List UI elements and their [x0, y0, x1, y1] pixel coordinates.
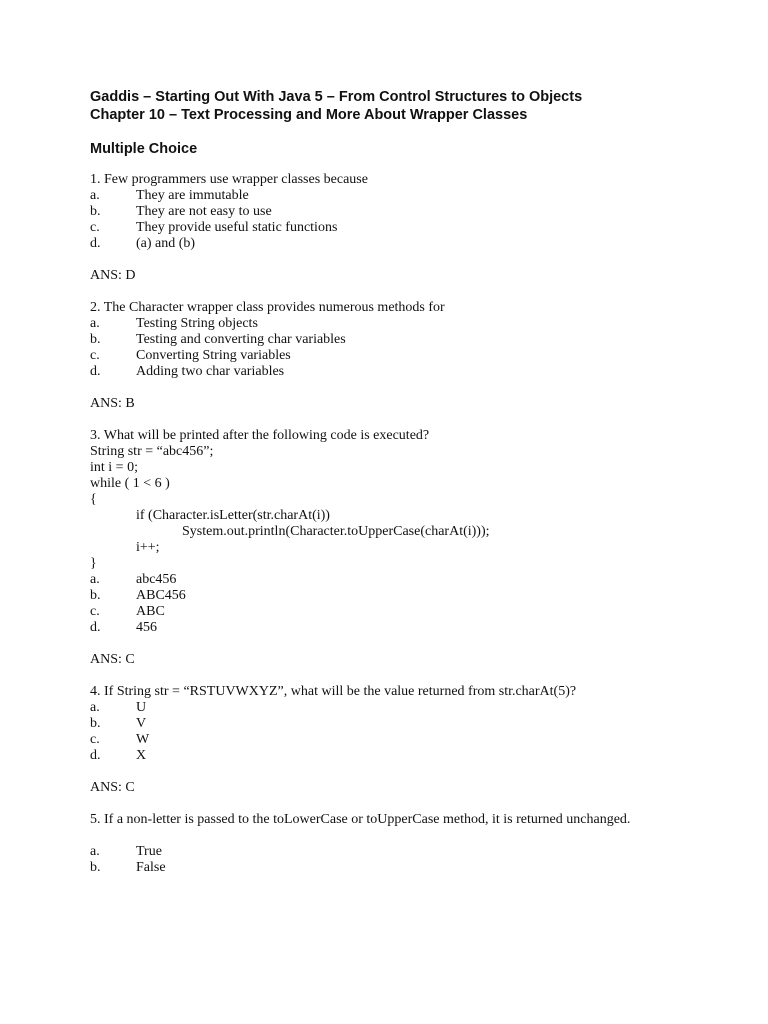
- option-text: X: [136, 748, 147, 763]
- question-3: [90, 428, 730, 668]
- option-a: [90, 700, 730, 716]
- code-snippet: [90, 444, 730, 572]
- option-letter: d.: [90, 364, 101, 379]
- answer-key: ANS: C: [90, 652, 135, 667]
- option-text: Testing and converting char variables: [136, 332, 346, 347]
- option-b: [90, 588, 730, 604]
- document-title: Gaddis – Starting Out With Java 5 – From Control Structures to Objects: [90, 89, 583, 105]
- option-c: [90, 220, 730, 236]
- option-text: abc456: [136, 572, 177, 587]
- option-letter: b.: [90, 716, 101, 731]
- option-letter: b.: [90, 860, 101, 875]
- code-line: }: [90, 556, 97, 571]
- option-letter: a.: [90, 188, 100, 203]
- option-letter: c.: [90, 604, 100, 619]
- option-d: [90, 364, 730, 380]
- chapter-title: Chapter 10 – Text Processing and More About Wrapper Classes: [90, 107, 528, 123]
- question-2: [90, 300, 730, 412]
- code-line: {: [90, 492, 97, 507]
- option-c: [90, 732, 730, 748]
- option-text: ABC456: [136, 588, 186, 603]
- code-line: while ( 1 < 6 ): [90, 476, 170, 491]
- answer-key: ANS: D: [90, 268, 136, 283]
- option-b: [90, 860, 730, 876]
- option-letter: b.: [90, 332, 101, 347]
- option-letter: a.: [90, 572, 100, 587]
- option-b: [90, 332, 730, 348]
- option-d: [90, 236, 730, 252]
- code-line: String str = “abc456”;: [90, 444, 214, 459]
- question-stem: 3. What will be printed after the following code is executed?: [90, 428, 430, 443]
- option-text: W: [136, 732, 150, 747]
- option-c: [90, 604, 730, 620]
- option-text: ABC: [136, 604, 165, 619]
- code-line: int i = 0;: [90, 460, 138, 475]
- option-text: (a) and (b): [136, 236, 196, 251]
- option-text: Adding two char variables: [136, 364, 285, 379]
- code-line: System.out.println(Character.toUpperCase(charAt(i)));: [182, 524, 490, 539]
- option-letter: d.: [90, 236, 101, 251]
- question-stem: 5. If a non-letter is passed to the toLowerCase or toUpperCase method, it is returned unchanged.: [90, 812, 631, 827]
- option-b: [90, 716, 730, 732]
- option-letter: c.: [90, 220, 100, 235]
- option-letter: c.: [90, 348, 100, 363]
- spacer: [90, 828, 730, 844]
- question-stem: 4. If String str = “RSTUVWXYZ”, what will be the value returned from str.charAt(5)?: [90, 684, 577, 699]
- option-text: True: [136, 844, 162, 859]
- option-b: [90, 204, 730, 220]
- option-c: [90, 348, 730, 364]
- option-letter: c.: [90, 732, 100, 747]
- option-text: 456: [136, 620, 157, 635]
- option-text: They are not easy to use: [136, 204, 272, 219]
- code-line: if (Character.isLetter(str.charAt(i)): [136, 508, 330, 523]
- option-a: [90, 572, 730, 588]
- code-line: i++;: [136, 540, 160, 555]
- option-letter: a.: [90, 700, 100, 715]
- document-page: [90, 88, 730, 876]
- answer-key: ANS: C: [90, 780, 135, 795]
- option-letter: a.: [90, 844, 100, 859]
- option-text: False: [136, 860, 166, 875]
- option-text: They are immutable: [136, 188, 249, 203]
- option-text: U: [136, 700, 147, 715]
- answer-key: ANS: B: [90, 396, 135, 411]
- option-letter: b.: [90, 588, 101, 603]
- option-letter: a.: [90, 316, 100, 331]
- question-5: [90, 812, 730, 876]
- question-stem: 2. The Character wrapper class provides numerous methods for: [90, 300, 445, 315]
- option-text: They provide useful static functions: [136, 220, 338, 235]
- option-a: [90, 316, 730, 332]
- option-d: [90, 748, 730, 764]
- option-letter: b.: [90, 204, 101, 219]
- option-text: Testing String objects: [136, 316, 258, 331]
- option-a: [90, 844, 730, 860]
- question-1: [90, 172, 730, 284]
- question-stem: 1. Few programmers use wrapper classes because: [90, 172, 368, 187]
- option-text: Converting String variables: [136, 348, 291, 363]
- option-text: V: [136, 716, 147, 731]
- question-4: [90, 684, 730, 796]
- option-letter: d.: [90, 620, 101, 635]
- option-d: [90, 620, 730, 636]
- option-letter: d.: [90, 748, 101, 763]
- section-title: Multiple Choice: [90, 141, 198, 157]
- option-a: [90, 188, 730, 204]
